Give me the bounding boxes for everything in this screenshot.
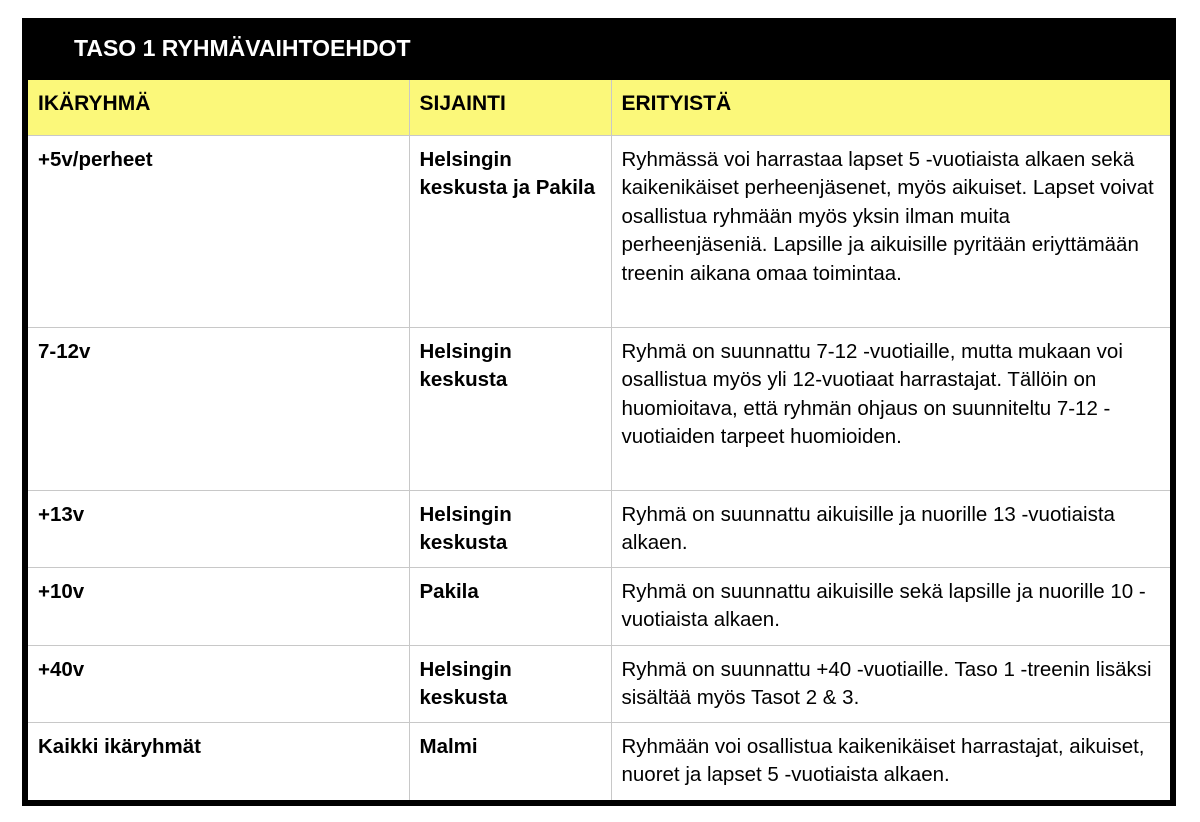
header-special: ERITYISTÄ — [611, 80, 1170, 135]
cell-location: Helsingin keskusta — [409, 490, 611, 567]
table-header-row — [28, 80, 1170, 135]
table-row — [28, 722, 1170, 800]
header-age: IKÄRYHMÄ — [28, 80, 409, 135]
table-row — [28, 135, 1170, 327]
cell-description: Ryhmä on suunnattu aikuisille sekä lapsille ja nuorille 10 -vuotiaista alkaen. — [611, 567, 1170, 645]
header-location: SIJAINTI — [409, 80, 611, 135]
cell-age: +10v — [28, 567, 409, 645]
cell-location: Helsingin keskusta — [409, 645, 611, 722]
cell-description: Ryhmä on suunnattu +40 -vuotiaille. Taso 1 -treenin lisäksi sisältää myös Tasot 2 & 3. — [611, 645, 1170, 722]
table-title-row — [28, 24, 1170, 80]
table-row — [28, 327, 1170, 490]
cell-location: Helsingin keskusta ja Pakila — [409, 135, 611, 327]
table-row — [28, 645, 1170, 722]
cell-location: Malmi — [409, 722, 611, 800]
cell-description: Ryhmässä voi harrastaa lapset 5 -vuotiaista alkaen sekä kaikenikäiset perheenjäsenet, myös aikuiset. Lapset voivat osallistua ryhmään myös yksin ilman muita perheenjäseniä. Lapsille ja aikuisille pyritään eriyttämään treenin aikana omaa toimintaa. — [611, 135, 1170, 327]
cell-location: Helsingin keskusta — [409, 327, 611, 490]
cell-description: Ryhmään voi osallistua kaikenikäiset harrastajat, aikuiset, nuoret ja lapset 5 -vuotiaista alkaen. — [621, 734, 1145, 787]
cell-description: Ryhmä on suunnattu aikuisille ja nuorille 13 -vuotiaista alkaen. — [611, 490, 1170, 567]
cell-age: 7-12v — [28, 327, 409, 490]
cell-location: Pakila — [409, 567, 611, 645]
cell-age: +40v — [28, 645, 409, 722]
cell-age: Kaikki ikäryhmät — [28, 722, 409, 800]
cell-description: Ryhmä on suunnattu 7-12 -vuotiaille, mutta mukaan voi osallistua myös yli 12-vuotiaat harrastajat. Tällöin on huomioitava, että ryhmän ohjaus on suunniteltu 7-12 -vuotiaiden tarpeet huomioiden. — [611, 327, 1170, 490]
groups-table — [28, 24, 1170, 800]
cell-age: +5v/perheet — [28, 135, 409, 327]
cell-age: +13v — [28, 490, 409, 567]
table-title: TASO 1 RYHMÄVAIHTOEHDOT — [28, 24, 1170, 80]
table-row — [28, 490, 1170, 567]
table-row — [28, 567, 1170, 645]
groups-table-frame — [22, 18, 1176, 806]
